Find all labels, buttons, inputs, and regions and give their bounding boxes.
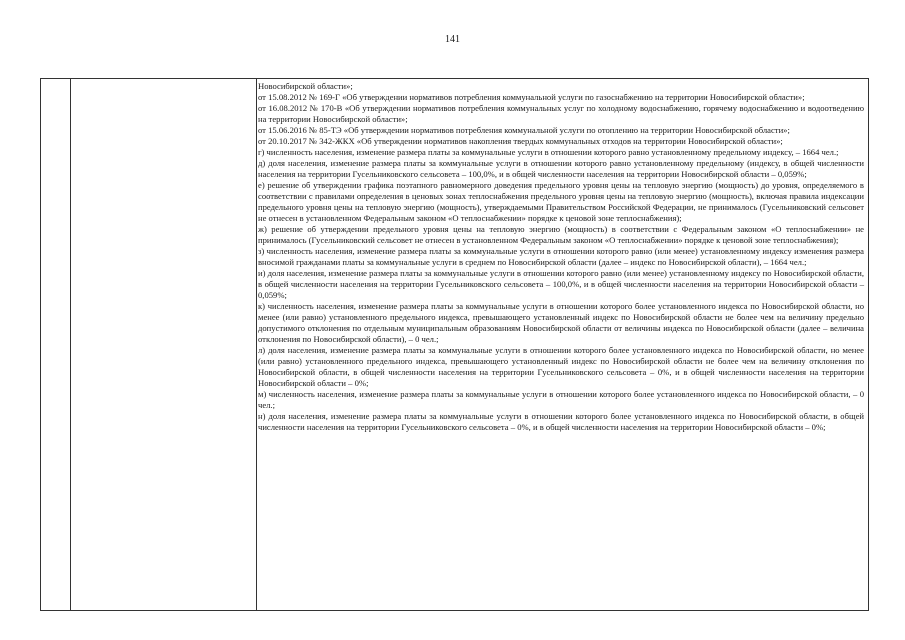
- column-divider-2: [256, 79, 257, 610]
- page-number: 141: [445, 34, 460, 45]
- document-table: [40, 78, 869, 611]
- paragraph: от 16.08.2012 № 170-В «Об утверждении нормативов потребления коммунальных услуг по холодному водоснабжению, горячему водоснабжению и водоотведению на территории Новосибирской области»;: [258, 103, 864, 124]
- paragraph: г) численность населения, изменение размера платы за коммунальные услуги в отношении которого равно установленному предельному индексу, – 1664 чел.;: [258, 147, 839, 157]
- paragraph: Новосибирской области»;: [258, 81, 353, 91]
- paragraph: е) решение об утверждении графика поэтапного равномерного доведения предельного уровня цены на тепловую энергию (мощность) до уровня, определяемого в соответствии с правилами определения в ценовых зонах теплоснабжения предельного уровня цены на тепловую энергию (мощность), включая правила индексации предельного уровня цены на тепловую энергию (мощность), утверждаемыми Правительством Российской Федерации, не принималось (Гусельниковский сельсовет не отнесен в установленном Федеральным законом «О теплоснабжении» порядке к ценовой зоне теплоснабжения);: [258, 180, 864, 223]
- table-cell-text: [258, 81, 864, 433]
- paragraph: от 15.06.2016 № 85-ТЭ «Об утверждении нормативов потребления коммунальной услуги по отоплению на территории Новосибирской области»;: [258, 125, 790, 135]
- paragraph: м) численность населения, изменение размера платы за коммунальные услуги в отношении которого более установленного индекса по Новосибирской области, – 0 чел.;: [258, 389, 864, 410]
- paragraph: д) доля населения, изменение размера платы за коммунальные услуги в отношении которого равно установленному предельному (индексу, в общей численности населения на территории Гусельниковского сельсовета – 100,0%, и в общей численности населения на территории Новосибирской области – 0,059%;: [258, 158, 864, 179]
- paragraph: з) численность населения, изменение размера платы за коммунальные услуги в отношении которого равно (или менее) установленному индексу изменения размера вносимой гражданами платы за коммунальные услуги в среднем по Новосибирской области (далее – индекс по Новосибирской области), – 1664 чел.;: [258, 246, 864, 267]
- column-divider-1: [70, 79, 71, 610]
- paragraph: к) численность населения, изменение размера платы за коммунальные услуги в отношении которого более установленного индекса по Новосибирской области, но менее (или равно) установленного предельного индекса, превышающего установленный индекс по Новосибирской области не более чем на величину предельно допустимого отклонения по отдельным муниципальным образованиям Новосибирской области от величины индекса по Новосибирской области (далее – величина отклонения по Новосибирской области), – 0 чел.;: [258, 301, 864, 344]
- paragraph: н) доля населения, изменение размера платы за коммунальные услуги в отношении которого более установленного индекса по Новосибирской области, в общей численности населения на территории Гусельниковского сельсовета – 0%, и в общей численности населения на территории Новосибирской области – 0%;: [258, 411, 864, 432]
- paragraph: от 15.08.2012 № 169-Г «Об утверждении нормативов потребления коммунальной услуги по газоснабжению на территории Новосибирской области»;: [258, 92, 805, 102]
- paragraph: л) доля населения, изменение размера платы за коммунальные услуги в отношении которого более установленного индекса по Новосибирской области, но менее (или равно) установленного предельного индекса, превышающего установленный индекс по Новосибирской области не более чем на величину отклонения по Новосибирской области, в общей численности населения на территории Гусельниковского сельсовета – 0%, и в общей численности населения на территории Новосибирской области – 0%;: [258, 345, 864, 388]
- paragraph: и) доля населения, изменение размера платы за коммунальные услуги в отношении которого равно (или менее) установленному индексу по Новосибирской области, в общей численности населения на территории Гусельниковского сельсовета – 100,0%, и в общей численности населения на территории Новосибирской области – 0,059%;: [258, 268, 864, 300]
- paragraph: ж) решение об утверждении предельного уровня цены на тепловую энергию (мощность) в соответствии с Федеральным законом «О теплоснабжении» не принималось (Гусельниковский сельсовет не отнесен в установленном Федеральным законом «О теплоснабжении» порядке к ценовой зоне теплоснабжения);: [258, 224, 864, 245]
- paragraph: от 20.10.2017 № 342-ЖКХ «Об утверждении нормативов накопления твердых коммунальных отходов на территории Новосибирской области»;: [258, 136, 783, 146]
